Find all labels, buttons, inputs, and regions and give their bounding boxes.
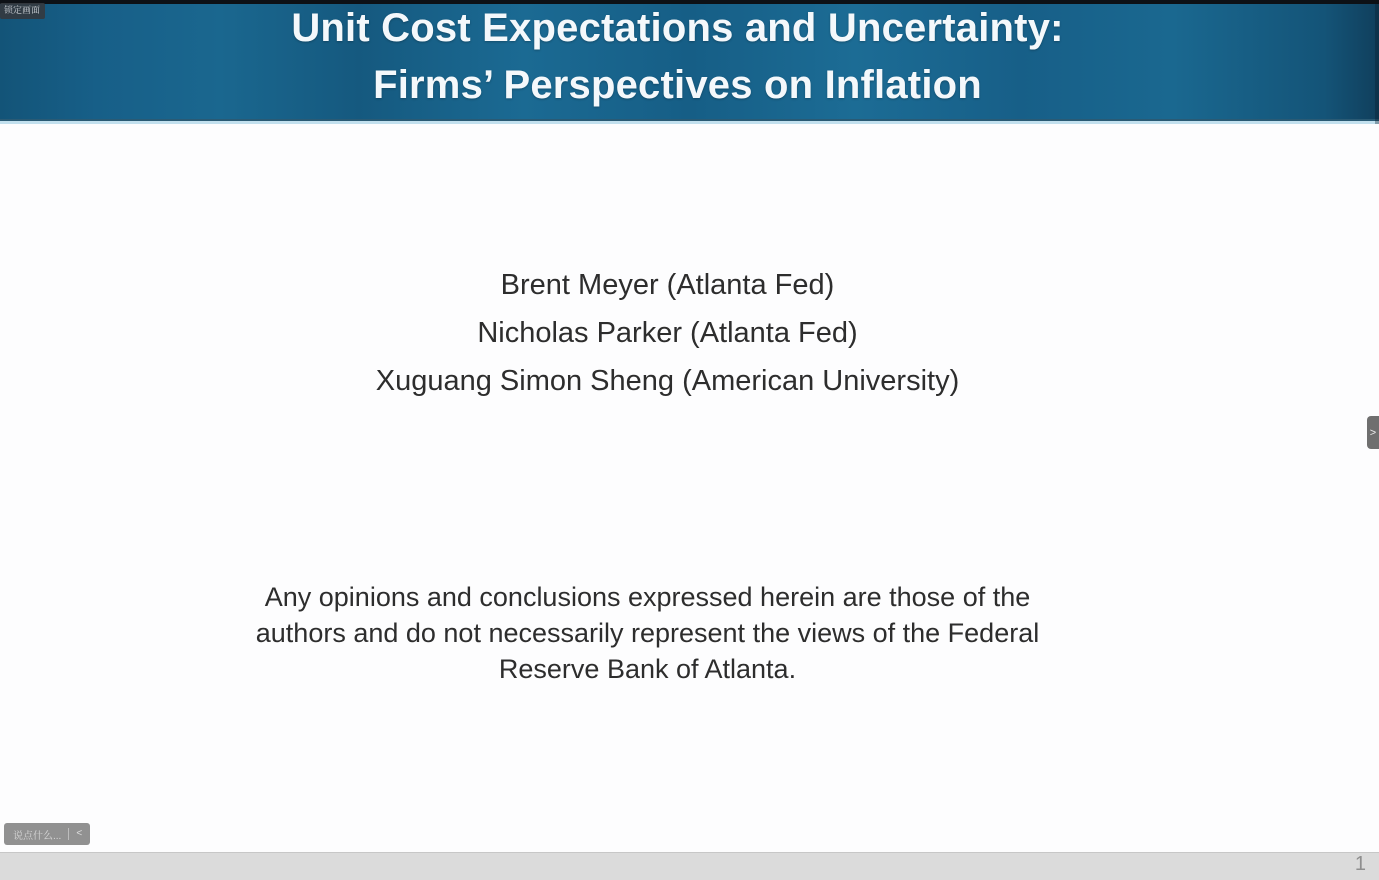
window-top-edge (0, 0, 1379, 4)
chat-button-divider (68, 828, 69, 840)
author-line-2: Nicholas Parker (Atlanta Fed) (477, 317, 858, 349)
author-list (0, 261, 1357, 405)
pin-view-badge[interactable]: 锁定画面 (0, 3, 45, 19)
video-right-edge-seam (1375, 0, 1379, 124)
chevron-left-icon[interactable]: < (76, 828, 83, 839)
slide-title-line1: Unit Cost Expectations and Uncertainty: (291, 6, 1064, 50)
chevron-right-icon: > (1369, 426, 1377, 439)
header-underline-light (0, 121, 1379, 124)
page-number: 1 (1354, 853, 1366, 875)
slide-title-line2: Firms’ Perspectives on Inflation (373, 63, 982, 107)
slide-footer-bar (0, 852, 1379, 880)
chat-input-label: 说点什么... (13, 830, 62, 842)
author-line-3: Xuguang Simon Sheng (American University) (375, 365, 960, 397)
slide-title (0, 0, 1367, 114)
author-line-1: Brent Meyer (Atlanta Fed) (500, 269, 835, 301)
chat-input-button[interactable] (4, 823, 90, 845)
expand-panel-handle[interactable] (1367, 416, 1379, 449)
disclaimer-text: Any opinions and conclusions expressed herein are those of the authors and do not necessarily represent the views of the Federal Reserve Bank of Atlanta. (255, 582, 1040, 684)
